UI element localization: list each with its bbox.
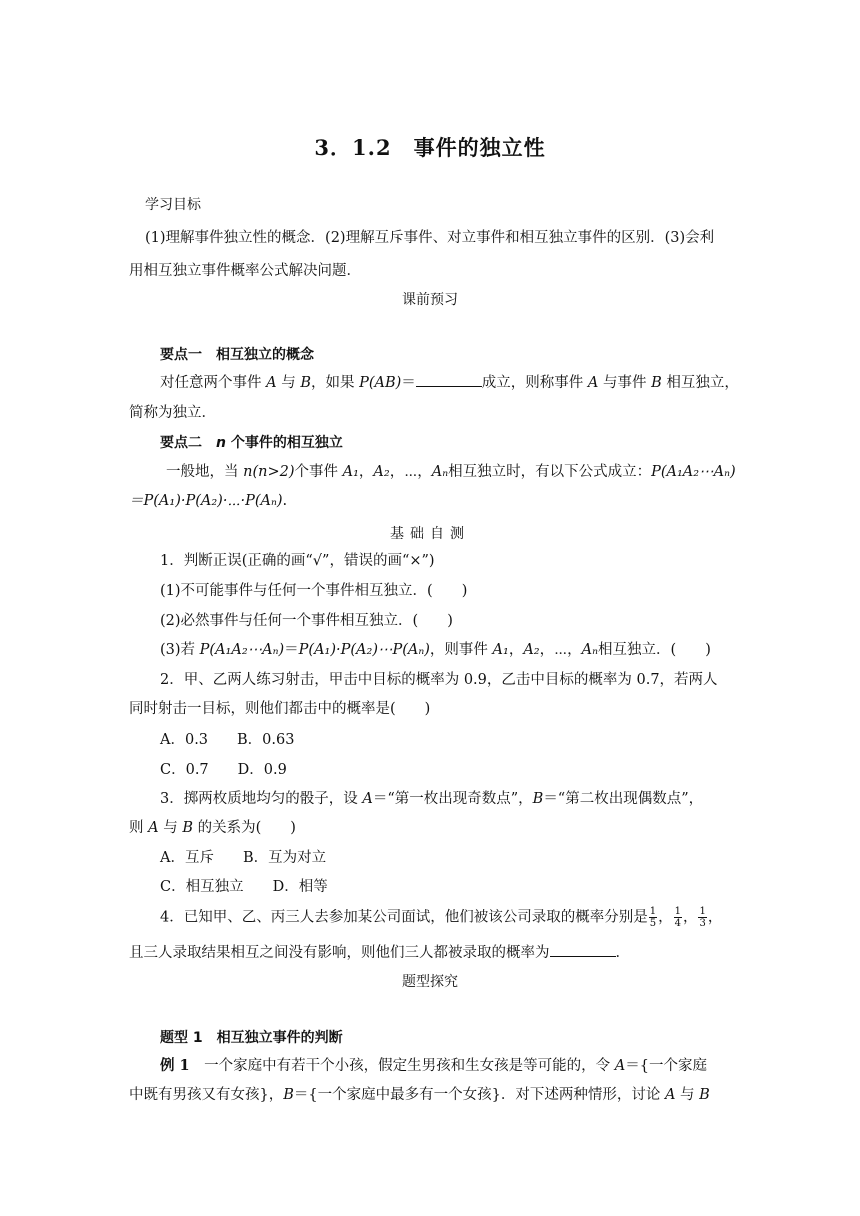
answer-blank (416, 372, 482, 387)
point-1-heading: 要点一 相互独立的概念 (160, 347, 314, 363)
question-2-options-2: C．0.7 D．0.9 (160, 762, 287, 778)
question-2-line-1: 2．甲、乙两人练习射击，甲击中目标的概率为 0.9，乙击中目标的概率为 0.7，若两人 (160, 672, 718, 688)
question-1-statement-2: (2)必然事件与任何一个事件相互独立．( ) (160, 613, 453, 629)
preview-heading: 课前预习 (402, 292, 458, 308)
objectives-heading: 学习目标 (145, 197, 201, 213)
question-3-options-1: A．互斥 B．互为对立 (160, 850, 327, 866)
question-4-line-1: 4．已知甲、乙、丙三人去参加某公司面试，他们被该公司录取的概率分别是 $\frac{1}{5}$ ， $\frac{1}{4}$ ， $\frac{1}{3}$ ， (160, 906, 723, 929)
objectives-line-2: 用相互独立事件概率公式解决问题． (129, 263, 361, 279)
example-1-line-1: 例 1 一个家庭中有若干个小孩，假定生男孩和生女孩是等可能的，令 A＝{一个家庭 (160, 1057, 707, 1074)
example-label: 例 1 (160, 1057, 190, 1074)
question-2-line-2: 同时射击一目标，则他们都击中的概率是( ) (129, 701, 431, 717)
point-1-line-1: 对任意两个事件 A 与 B，如果 P(AB)＝ 成立，则称事件 A 与事件 B 相互独立， (160, 372, 739, 393)
fraction: $\frac{1}{4}$ (674, 906, 681, 929)
objectives-line-1: (1)理解事件独立性的概念．(2)理解互斥事件、对立事件和相互独立事件的区别．(3)会利 (145, 230, 715, 246)
point-2-line-2: ＝P(A₁)·P(A₂)·⋯·P(Aₙ). (129, 493, 288, 509)
question-1-statement-1: (1)不可能事件与任何一个事件相互独立．( ) (160, 583, 468, 599)
point-2-line-1: 一般地，当 n(n>2)个事件 A₁，A₂，⋯，Aₙ相互独立时，有以下公式成立：P(A₁A₂⋯Aₙ) (166, 464, 736, 480)
type-1-heading: 题型 1 相互独立事件的判断 (160, 1030, 343, 1046)
question-1-statement-3: (3)若 P(A₁A₂⋯Aₙ)＝P(A₁)·P(A₂)⋯P(Aₙ)，则事件 A₁，A₂，⋯，Aₙ相互独立．( ) (160, 642, 711, 658)
question-3-line-1: 3．掷两枚质地均匀的骰子，设 A＝“第一枚出现奇数点”，B＝“第二枚出现偶数点”， (160, 791, 704, 807)
fraction: $\frac{1}{5}$ (649, 906, 657, 929)
example-1-line-2: 中既有男孩又有女孩}，B＝{一个家庭中最多有一个女孩}．对下述两种情形，讨论 A 与 B (129, 1087, 710, 1103)
explore-heading: 题型探究 (402, 974, 458, 990)
point-2-heading: 要点二 n 个事件的相互独立 (160, 435, 343, 451)
fraction: $\frac{1}{3}$ (699, 906, 706, 929)
page-title: 3．1.2 事件的独立性 (314, 135, 546, 160)
question-2-options-1: A．0.3 B．0.63 (160, 732, 295, 748)
question-4-line-2: 且三人录取结果相互之间没有影响，则他们三人都被录取的概率为 ． (129, 942, 630, 963)
basic-test-heading: 基础自测 (390, 526, 470, 542)
question-3-options-2: C．相互独立 D．相等 (160, 879, 328, 895)
question-3-line-2: 则 A 与 B 的关系为( ) (129, 820, 296, 836)
question-1-stem: 1．判断正误(正确的画“√”，错误的画“×”) (160, 553, 435, 569)
answer-blank (550, 942, 616, 957)
point-1-line-2: 简称为独立． (129, 405, 216, 421)
